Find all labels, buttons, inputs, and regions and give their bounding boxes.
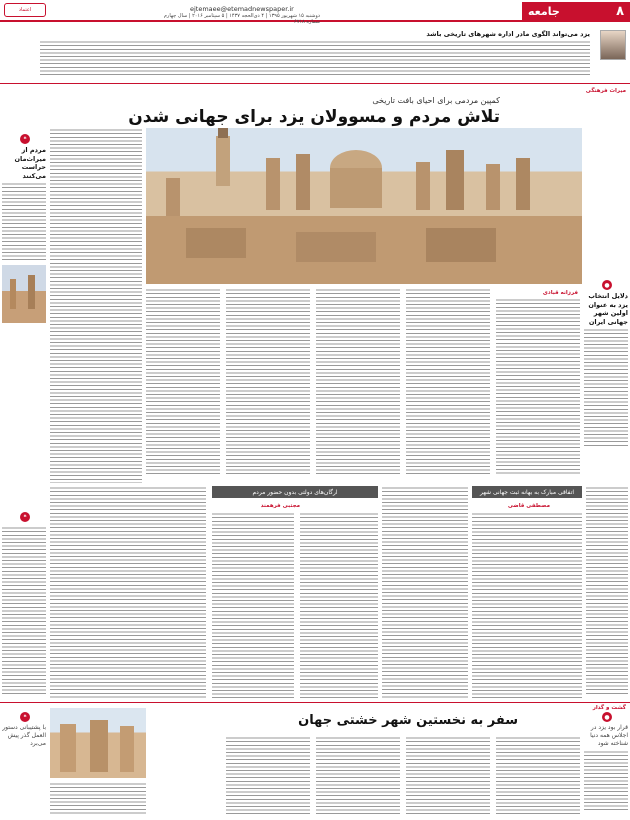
sidebar-bullet-icon: ● xyxy=(602,280,612,290)
right-sidebar-title: دلایل انتخاب یزد به عنوان اولین شهر جهانی ایران xyxy=(588,292,628,326)
box-column-2 xyxy=(382,486,468,698)
mid-right-sidebar xyxy=(586,486,628,696)
issue-date: دوشنبه ۱۵ شهریور ۱۳۹۵ | ۴ ذی‌الحجه ۱۴۳۷ | ۵ سپتامبر ۲۰۱۶ | سال چهارم شماره ۶۷۱۸ xyxy=(163,13,320,25)
left-sidebar-text xyxy=(2,182,46,262)
sidebar-photo xyxy=(2,265,46,323)
bottom-section-tag: گشت و گذار xyxy=(592,705,626,711)
bottom-col-1 xyxy=(496,736,580,816)
mid-left-sidebar-text xyxy=(2,526,46,696)
top-column-title: یزد می‌تواند الگوی مادر اداره شهرهای تاریخی باشد xyxy=(426,30,590,38)
mid-left-sidebar xyxy=(2,512,46,696)
bottom-right-sidebar xyxy=(584,712,628,810)
bottom-bullet-icon: ● xyxy=(602,712,612,722)
newspaper-logo: اعتماد xyxy=(4,3,46,17)
body-column-4 xyxy=(226,288,310,476)
body-column-5 xyxy=(146,288,220,476)
box2-text-b xyxy=(212,512,294,698)
page-number: ۸ xyxy=(616,3,624,19)
mid-right-sidebar-text xyxy=(586,486,628,696)
quote-icon: ❝ xyxy=(20,134,30,144)
box-column-6 xyxy=(50,486,126,698)
body-column-2 xyxy=(406,288,490,476)
right-sidebar xyxy=(584,280,628,448)
section-banner xyxy=(522,2,630,20)
kicker: کمپین مردمی برای احیای بافت تاریخی xyxy=(372,96,500,105)
box1-heading: اتفاقی مبارک به بهانه ثبت جهانی شهر xyxy=(472,486,582,498)
box1-author: مصطفی قاضی xyxy=(507,503,550,509)
site-email[interactable]: ejtemaee@etemadnewspaper.ir xyxy=(190,5,294,13)
body-column-3 xyxy=(316,288,400,476)
top-column xyxy=(0,28,630,84)
main-photo xyxy=(146,128,582,284)
bottom-right-sidebar-text: قرار بود یزد در اجلاس همه دنیا شناخته شود xyxy=(590,724,628,747)
main-headline: تلاش مردم و مسوولان یزد برای جهانی شدن xyxy=(128,107,500,127)
body-column-1 xyxy=(496,298,580,476)
bottom-photo-caption xyxy=(50,782,146,816)
box1-text xyxy=(472,512,582,698)
left-sidebar xyxy=(2,134,46,323)
bottom-left-sidebar xyxy=(2,712,46,748)
page-header xyxy=(0,0,630,25)
bottom-left-sidebar-text: با پشتیبانی دستور العمل گذر پیش می‌برد xyxy=(2,724,46,747)
bottom-headline: سفر به نخستین شهر خشتی جهان xyxy=(298,713,518,728)
windcatchers-photo xyxy=(146,128,582,284)
quote-icon-3: ❝ xyxy=(20,712,30,722)
bottom-col-4 xyxy=(226,736,310,816)
main-author: فرزانه قبادی xyxy=(542,290,578,296)
box2-text-a xyxy=(300,512,378,698)
left-sidebar-title: مردم از میراث‌مان حراست می‌کنند xyxy=(14,146,46,180)
quote-icon-2: ❝ xyxy=(20,512,30,522)
section-name: جامعه xyxy=(528,4,560,18)
bottom-col-3 xyxy=(316,736,400,816)
top-column-text xyxy=(40,40,590,76)
section-tag: میراث فرهنگی xyxy=(585,88,626,94)
box-column-5 xyxy=(126,486,206,698)
bottom-photo xyxy=(50,708,146,778)
right-sidebar-text xyxy=(584,328,628,448)
box2-author: مجتبی فرهمند xyxy=(260,503,300,509)
box2-heading: ارگان‌های دولتی بدون حضور مردم xyxy=(212,486,378,498)
bottom-col-2 xyxy=(406,736,490,816)
columnist-photo xyxy=(600,30,626,60)
left-body-column xyxy=(50,128,142,483)
